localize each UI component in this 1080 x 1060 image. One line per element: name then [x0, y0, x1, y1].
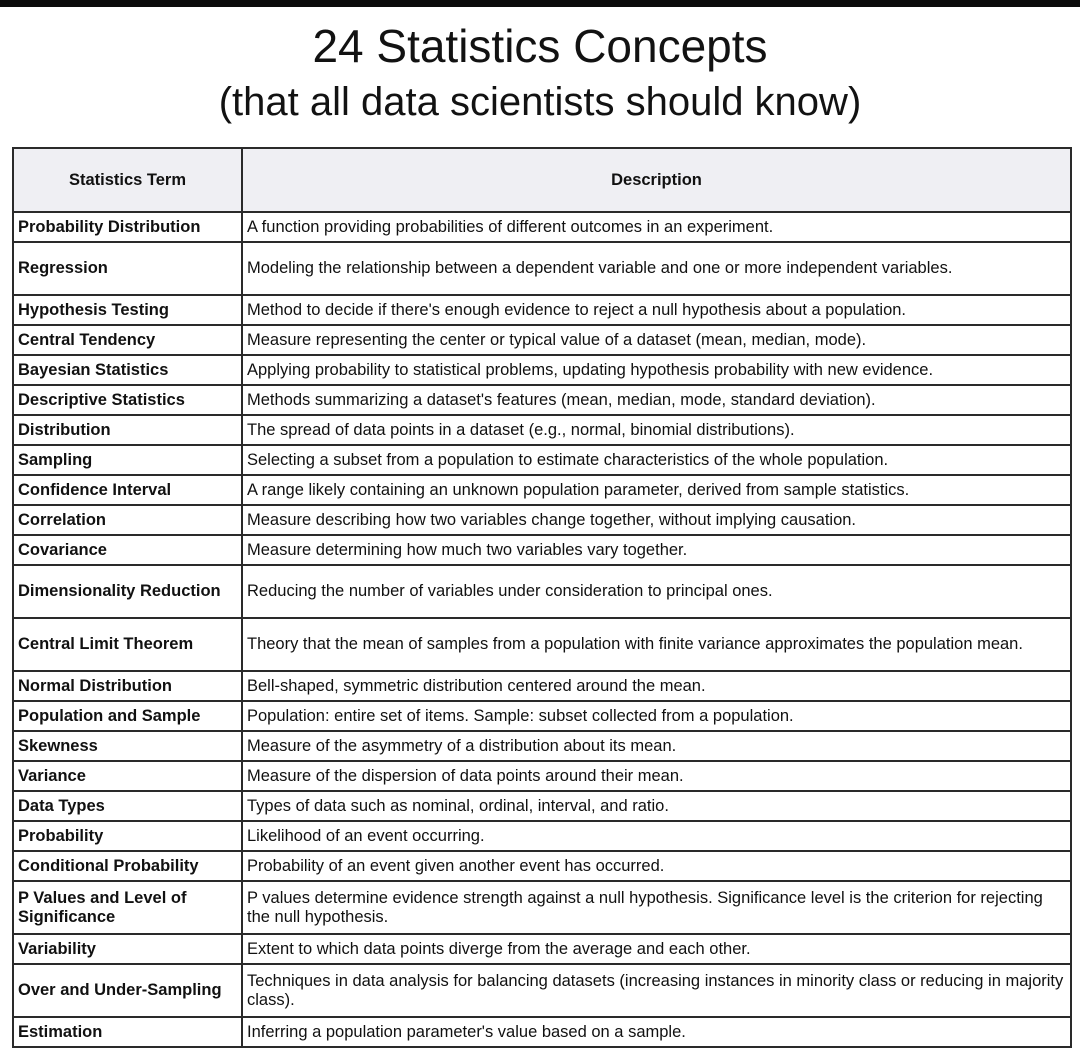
- term-cell: Estimation: [13, 1017, 242, 1047]
- table-header-row: [13, 148, 1071, 212]
- table-row: [13, 475, 1071, 505]
- term-cell: Correlation: [13, 505, 242, 535]
- table-row: [13, 731, 1071, 761]
- description-cell: Methods summarizing a dataset's features (mean, median, mode, standard deviation).: [242, 385, 1071, 415]
- term-cell: Conditional Probability: [13, 851, 242, 881]
- description-cell: The spread of data points in a dataset (e.g., normal, binomial distributions).: [242, 415, 1071, 445]
- description-cell: Selecting a subset from a population to estimate characteristics of the whole population.: [242, 445, 1071, 475]
- term-cell: Hypothesis Testing: [13, 295, 242, 325]
- table-row: [13, 355, 1071, 385]
- description-cell: Probability of an event given another event has occurred.: [242, 851, 1071, 881]
- table-row: [13, 671, 1071, 701]
- table-row: [13, 934, 1071, 964]
- statistics-concepts-table: [12, 147, 1072, 1048]
- term-cell: P Values and Level of Significance: [13, 881, 242, 934]
- term-cell: Normal Distribution: [13, 671, 242, 701]
- description-cell: Modeling the relationship between a dependent variable and one or more independent variables.: [242, 242, 1071, 295]
- description-cell: Population: entire set of items. Sample: subset collected from a population.: [242, 701, 1071, 731]
- description-cell: Extent to which data points diverge from the average and each other.: [242, 934, 1071, 964]
- page-title: 24 Statistics Concepts: [312, 20, 768, 72]
- description-cell: Types of data such as nominal, ordinal, interval, and ratio.: [242, 791, 1071, 821]
- table-row: [13, 415, 1071, 445]
- table-row: [13, 701, 1071, 731]
- table-row: [13, 325, 1071, 355]
- description-cell: Theory that the mean of samples from a population with finite variance approximates the population mean.: [242, 618, 1071, 671]
- term-cell: Population and Sample: [13, 701, 242, 731]
- term-cell: Distribution: [13, 415, 242, 445]
- description-cell: Likelihood of an event occurring.: [242, 821, 1071, 851]
- term-cell: Dimensionality Reduction: [13, 565, 242, 618]
- term-cell: Data Types: [13, 791, 242, 821]
- header-description: Description: [242, 148, 1071, 212]
- table-row: [13, 851, 1071, 881]
- term-cell: Variance: [13, 761, 242, 791]
- term-cell: Probability Distribution: [13, 212, 242, 242]
- description-cell: Method to decide if there's enough evidence to reject a null hypothesis about a population.: [242, 295, 1071, 325]
- term-cell: Bayesian Statistics: [13, 355, 242, 385]
- term-cell: Descriptive Statistics: [13, 385, 242, 415]
- term-cell: Confidence Interval: [13, 475, 242, 505]
- description-cell: Reducing the number of variables under consideration to principal ones.: [242, 565, 1071, 618]
- term-cell: Central Tendency: [13, 325, 242, 355]
- term-cell: Covariance: [13, 535, 242, 565]
- table-row: [13, 535, 1071, 565]
- top-border-bar: [0, 0, 1080, 7]
- term-cell: Regression: [13, 242, 242, 295]
- header-statistics-term: Statistics Term: [13, 148, 242, 212]
- table-row: [13, 445, 1071, 475]
- table-row: [13, 964, 1071, 1017]
- page-subtitle: (that all data scientists should know): [218, 80, 862, 124]
- description-cell: Measure of the dispersion of data points around their mean.: [242, 761, 1071, 791]
- term-cell: Over and Under-Sampling: [13, 964, 242, 1017]
- description-cell: Applying probability to statistical problems, updating hypothesis probability with new evidence.: [242, 355, 1071, 385]
- description-cell: A function providing probabilities of different outcomes in an experiment.: [242, 212, 1071, 242]
- description-cell: Inferring a population parameter's value based on a sample.: [242, 1017, 1071, 1047]
- table-row: [13, 295, 1071, 325]
- table-row: [13, 242, 1071, 295]
- term-cell: Skewness: [13, 731, 242, 761]
- description-cell: Measure representing the center or typical value of a dataset (mean, median, mode).: [242, 325, 1071, 355]
- table-row: [13, 761, 1071, 791]
- description-cell: P values determine evidence strength against a null hypothesis. Significance level is the criterion for rejecting the null hypothesis.: [242, 881, 1071, 934]
- term-cell: Sampling: [13, 445, 242, 475]
- description-cell: Measure determining how much two variables vary together.: [242, 535, 1071, 565]
- term-cell: Probability: [13, 821, 242, 851]
- table-row: [13, 565, 1071, 618]
- table-row: [13, 505, 1071, 535]
- table-row: [13, 385, 1071, 415]
- table-row: [13, 791, 1071, 821]
- description-cell: Bell-shaped, symmetric distribution centered around the mean.: [242, 671, 1071, 701]
- table-row: [13, 1017, 1071, 1047]
- description-cell: Measure describing how two variables change together, without implying causation.: [242, 505, 1071, 535]
- description-cell: Measure of the asymmetry of a distribution about its mean.: [242, 731, 1071, 761]
- table-row: [13, 212, 1071, 242]
- term-cell: Variability: [13, 934, 242, 964]
- term-cell: Central Limit Theorem: [13, 618, 242, 671]
- description-cell: A range likely containing an unknown population parameter, derived from sample statistics.: [242, 475, 1071, 505]
- description-cell: Techniques in data analysis for balancing datasets (increasing instances in minority class or reducing in majority class).: [242, 964, 1071, 1017]
- table-row: [13, 618, 1071, 671]
- table-row: [13, 821, 1071, 851]
- table-row: [13, 881, 1071, 934]
